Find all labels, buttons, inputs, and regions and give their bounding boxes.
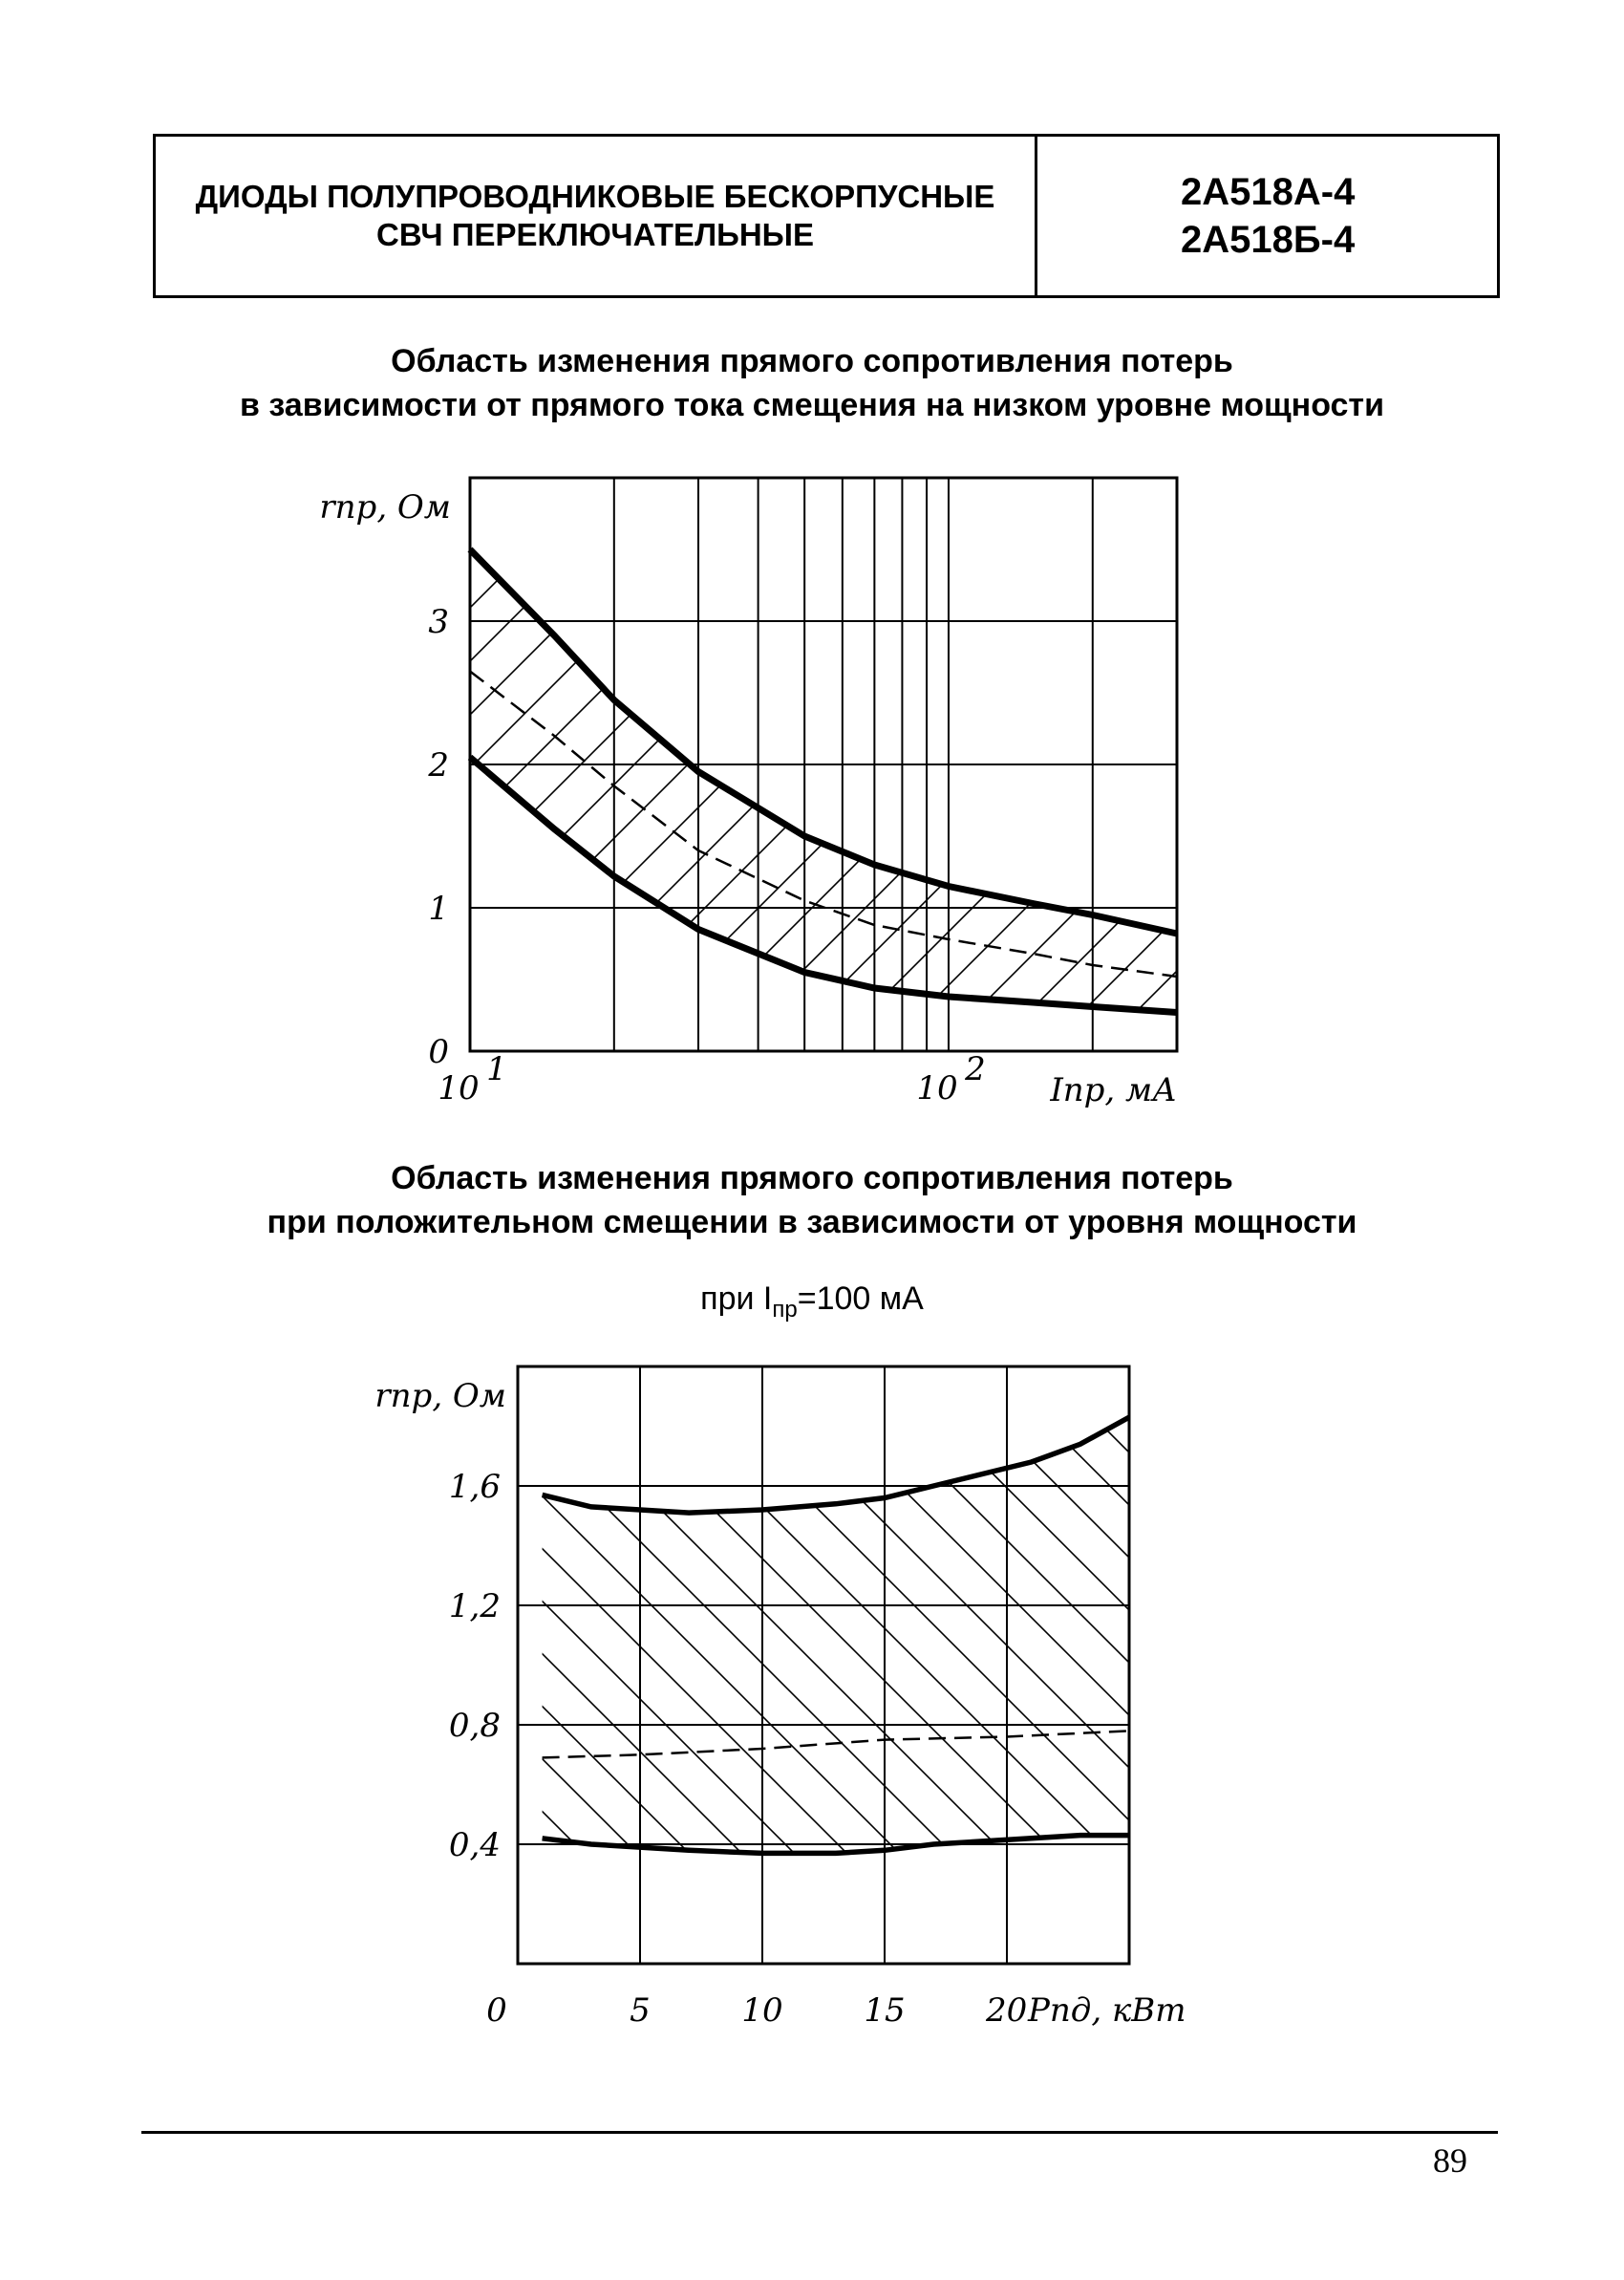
chart1-title-line2: в зависимости от прямого тока смещения на низком уровне мощности — [240, 387, 1384, 423]
header-title-line1: ДИОДЫ ПОЛУПРОВОДНИКОВЫЕ БЕСКОРПУСНЫЕ — [195, 179, 995, 214]
chart2-hatch-line — [150, 1366, 747, 1964]
chart2-subtitle-prefix: при I — [700, 1280, 773, 1317]
header-title-cell — [156, 137, 1037, 295]
chart1-hatch-line — [1204, 478, 1624, 1051]
header-code-cell — [1037, 137, 1497, 295]
chart1-hatch-line — [1578, 478, 1624, 1051]
chart2-hatch-line — [360, 1366, 957, 1964]
chart2-ytick-label: 0,4 — [448, 1826, 501, 1864]
device-code-1: 2А518А-4 — [1181, 171, 1356, 213]
chart2-hatch-line — [1358, 1366, 1624, 1964]
chart2-hatch-line — [0, 1366, 537, 1964]
chart1-hatch-line — [1150, 478, 1624, 1051]
chart2-xtick-label: 0 — [486, 1991, 507, 2030]
chart2-xtick-label: 20 — [986, 1991, 1028, 2030]
page-number: 89 — [1433, 2141, 1467, 2180]
chart2-hatch-line — [728, 1366, 1325, 1964]
chart1-hatch-line — [0, 478, 439, 1051]
chart2-hatch-line — [413, 1366, 1010, 1964]
chart2-ytick-label: 1,2 — [448, 1587, 501, 1625]
chart2-hatch-line — [1306, 1366, 1624, 1964]
chart1-xtick-label: 10 — [916, 1069, 958, 1108]
chart2-hatch-line — [0, 1366, 484, 1964]
chart1-hatch-line — [0, 478, 493, 1051]
chart1-ytick-label: 2 — [428, 746, 449, 785]
chart1-hatch-line — [1311, 478, 1624, 1051]
chart1-hatch-line — [1418, 478, 1624, 1051]
chart1-grid — [470, 478, 1177, 1051]
chart1-svg — [0, 459, 1624, 1242]
chart2-hatch-line — [570, 1366, 1167, 1964]
chart2-hatch-line — [938, 1366, 1535, 1964]
chart2-hatch-line — [1201, 1366, 1624, 1964]
chart2-ytick-label: 1,6 — [448, 1468, 501, 1506]
chart2-title-line2: при положительном смещении в зависимости от уровня мощности — [267, 1204, 1357, 1240]
chart2-subtitle-sub: пр — [772, 1296, 798, 1323]
chart1-title-line1: Область изменения прямого сопротивления потерь — [391, 343, 1233, 379]
chart2-hatch-line — [0, 1366, 589, 1964]
chart2-xtick-label: 10 — [741, 1991, 783, 2030]
chart2-frame — [518, 1366, 1129, 1964]
chart2-hatch-line — [1516, 1366, 1624, 1964]
chart1-title — [0, 339, 1624, 427]
chart2-hatch-line — [518, 1366, 1115, 1964]
chart2-hatch-line — [465, 1366, 1062, 1964]
chart1-hatch-line — [1257, 478, 1624, 1051]
chart1-xtick-exponent: 1 — [486, 1050, 507, 1088]
chart1-xtick-label: 10 — [438, 1069, 480, 1108]
chart2-hatch-line — [0, 1366, 327, 1964]
chart1-ytick-label: 0 — [428, 1033, 449, 1071]
chart1-upper-bound-line — [470, 549, 1177, 934]
chart1-hatch-line — [0, 478, 546, 1051]
chart1-ytick-label: 1 — [428, 890, 449, 928]
chart2-hatch-line — [780, 1366, 1378, 1964]
chart2-hatch-line — [1411, 1366, 1624, 1964]
chart2-ytick-label: 0,8 — [448, 1707, 501, 1745]
chart2-hatch-line — [833, 1366, 1430, 1964]
chart2-hatch-line — [1569, 1366, 1624, 1964]
chart2-hatch-line — [97, 1366, 694, 1964]
chart1-xtick-exponent: 2 — [965, 1050, 986, 1088]
chart2-xlabel: Pпд, кВт — [1028, 1991, 1186, 2030]
device-code-2: 2А518Б-4 — [1181, 219, 1356, 261]
chart1-hatch-line — [1364, 478, 1624, 1051]
footer-rule — [141, 2131, 1498, 2134]
chart2-hatch — [0, 1366, 1624, 1964]
chart1-xlabel: Iпр, мА — [1050, 1071, 1177, 1109]
chart2-hatch-line — [675, 1366, 1272, 1964]
chart2-hatch-line — [1253, 1366, 1624, 1964]
chart2-hatch-line — [0, 1366, 379, 1964]
chart2-upper-bound-line — [543, 1417, 1129, 1513]
chart1-ylabel: rпр, Ом — [319, 488, 451, 527]
chart2-hatch-line — [1096, 1366, 1624, 1964]
chart2-xtick-label: 5 — [630, 1991, 651, 2030]
chart2-xtick-label: 15 — [864, 1991, 906, 2030]
chart1-typical-dashed-line — [470, 672, 1177, 978]
chart1-lower-bound-line — [470, 758, 1177, 1013]
chart2-subtitle — [0, 1280, 1624, 1323]
chart2-hatch-line — [886, 1366, 1483, 1964]
chart1-hatch-line — [0, 478, 332, 1051]
header-title-line2: СВЧ ПЕРЕКЛЮЧАТЕЛЬНЫЕ — [376, 217, 814, 252]
chart2-subtitle-suffix: =100 мА — [797, 1280, 924, 1317]
chart1-hatch-line — [1471, 478, 1624, 1051]
chart1-hatch-line — [1525, 478, 1624, 1051]
chart2-hatch-line — [991, 1366, 1588, 1964]
chart2-hatch-line — [203, 1366, 800, 1964]
header-box — [153, 134, 1500, 298]
chart2-hatch-line — [0, 1366, 432, 1964]
chart1-hatch-line — [0, 478, 386, 1051]
chart2-hatch-line — [1464, 1366, 1624, 1964]
chart2-svg — [0, 1366, 1624, 2054]
chart2-ylabel: rпр, Ом — [374, 1377, 506, 1415]
chart2-hatch-line — [45, 1366, 642, 1964]
chart2-typical-dashed-line — [543, 1731, 1129, 1757]
chart1-hatch-line — [0, 478, 279, 1051]
chart2-grid — [518, 1366, 1129, 1964]
chart2-title — [0, 1156, 1624, 1244]
chart2-hatch-line — [308, 1366, 905, 1964]
chart2-hatch-line — [1148, 1366, 1624, 1964]
chart1-ytick-label: 3 — [428, 603, 449, 641]
chart2-title-line1: Область изменения прямого сопротивления потерь — [391, 1160, 1233, 1196]
